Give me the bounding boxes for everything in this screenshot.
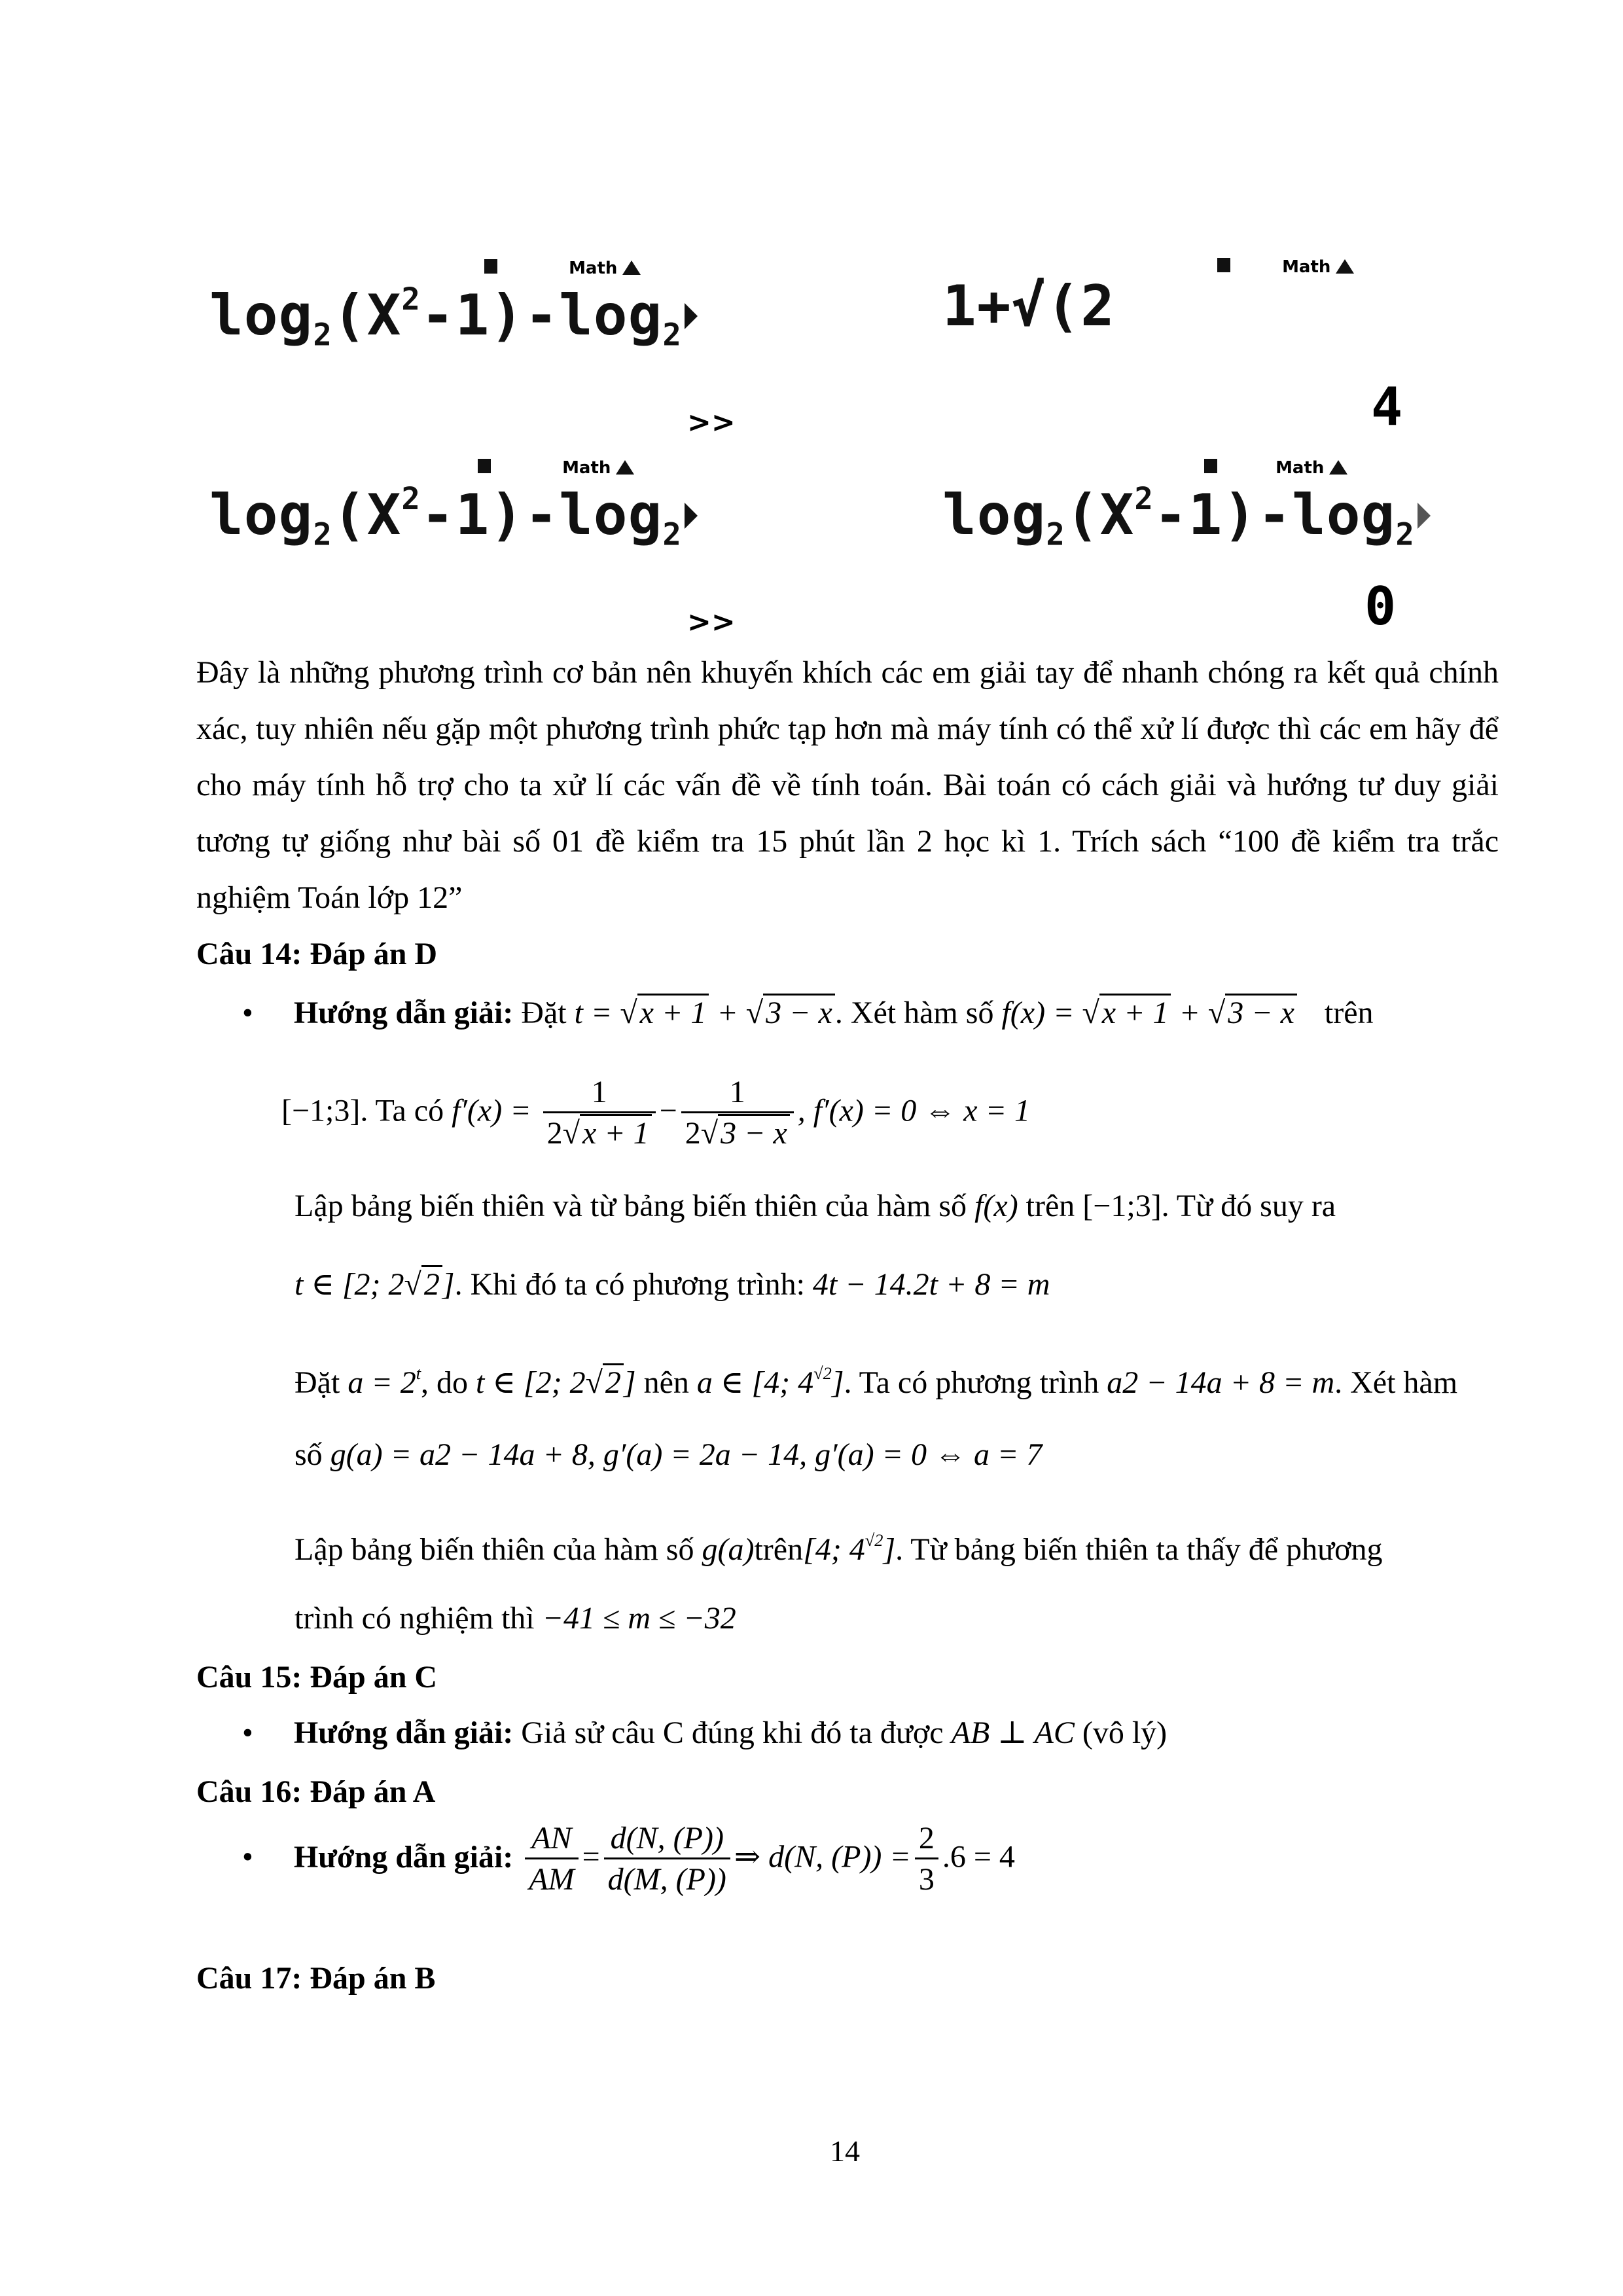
guide-label: Hướng dẫn giải: <box>293 1715 514 1750</box>
q17-heading: Câu 17: Đáp án B <box>196 1961 436 1996</box>
q14-line4 <box>294 1257 1050 1313</box>
shift-indicator-icon <box>1204 459 1217 473</box>
up-triangle-icon <box>616 460 634 475</box>
step-arrow-1: >> <box>687 406 736 439</box>
step-arrow-2: >> <box>687 605 736 639</box>
xet-ham-so: . Xét hàm số <box>834 996 994 1030</box>
ta-co: . Ta có <box>360 1093 444 1128</box>
scroll-right-icon <box>1418 503 1431 529</box>
shift-indicator-icon <box>1217 258 1230 272</box>
page-number: 14 <box>830 2134 860 2168</box>
q15-math: AB ⊥ AC <box>951 1715 1075 1750</box>
frac-an-am: $\frac{AN}{AM}$ <box>525 1820 578 1900</box>
table2-a: Lập bảng biến thiên của hàm số <box>294 1532 694 1568</box>
calc-result-4: 0 <box>1364 576 1397 637</box>
do-word: , do <box>421 1365 469 1401</box>
frac-distances: $\frac{d(N, (P))}{d(M, (P))}$ <box>604 1820 730 1900</box>
q14-line3 <box>294 1178 1499 1234</box>
xet-ham: . Xét hàm <box>1334 1365 1458 1401</box>
f-definition: f(x) = √x + 1 + √3 − x <box>1001 994 1296 1030</box>
conclusion-b: −41 ≤ m ≤ −32 <box>542 1601 736 1636</box>
math-indicator: Math <box>1275 458 1325 478</box>
q15-tail: (vô lý) <box>1082 1715 1168 1750</box>
frac-1: $\frac{1}{2√x + 1}$ <box>543 1073 656 1154</box>
q14-line7: Lập bảng biến thiên của hàm số g(a)trên[4; $4^{√2}$]. Từ bảng biến thiên ta thấy để phương <box>294 1530 1383 1568</box>
q15-line1 <box>242 1705 1167 1761</box>
calc-indicator-2 <box>1217 257 1354 277</box>
tu-do: . Từ đó suy ra <box>1161 1189 1336 1223</box>
tren-word: trên <box>1324 996 1374 1030</box>
tren-word: trên <box>1026 1189 1075 1223</box>
q14-line8 <box>294 1590 736 1647</box>
t-definition: t = √x + 1 + √3 − x <box>575 994 835 1030</box>
interval: [−1;3] <box>281 1093 361 1128</box>
q15-text: Giả sử câu C đúng khi đó ta được <box>521 1715 944 1750</box>
calc-screen-2: 1+√(2 <box>942 274 1115 339</box>
shift-indicator-icon <box>478 459 491 473</box>
calc-indicator-3 <box>478 458 634 478</box>
math-indicator: Math <box>562 458 611 478</box>
q14-line5: Đặt $a = 2^t$, do t ∈ [2; 2√2] nên a ∈ [4; $4^{√2}$]. Ta có phương trình a2 − 14a + 8 = m. Xét hàm <box>294 1363 1458 1401</box>
nen-word: nên <box>643 1365 689 1401</box>
dat-word: Đặt <box>294 1365 340 1401</box>
guide-label: Hướng dẫn giải: <box>293 996 514 1030</box>
table2-c: . Từ bảng biến thiên ta thấy để phương <box>895 1532 1383 1568</box>
deriv-root: x = 1 <box>963 1093 1030 1128</box>
q14-line6 <box>294 1427 1042 1483</box>
so-word: số <box>294 1437 323 1472</box>
t-range: t ∈ [2; 2√2] <box>294 1265 455 1302</box>
exp-equation: 4t − 14.2t + 8 = m <box>812 1267 1050 1302</box>
fprime-lhs: f′(x) = <box>452 1093 531 1128</box>
math-indicator: Math <box>1282 257 1331 277</box>
calc-indicator-4 <box>1204 458 1347 478</box>
up-triangle-icon <box>1336 259 1354 274</box>
calc-screen-3: $\log_2(X^2-1)-\log_2$ <box>209 481 698 552</box>
interval: [−1;3] <box>1082 1189 1162 1223</box>
frac-2-3: $\frac{2}{3}$ <box>915 1820 938 1900</box>
table-text: Lập bảng biến thiên và từ bảng biến thiên của hàm số <box>294 1189 967 1223</box>
scroll-right-icon <box>685 503 698 529</box>
intro-paragraph: Đây là những phương trình cơ bản nên khuyến khích các em giải tay để nhanh chóng ra kết quả chính xác, tuy nhiên nếu gặp một phương trình phức tạp hơn mà máy tính có thể xử lí được thì các em hãy để cho máy tính hỗ trợ cho ta xử lí các vấn đề về tính toán. Bài toán có cách giải và hướng tư duy giải tương tự giống như bài số 01 đề kiểm tra 15 phút lần 2 học kì 1. Trích sách “100 đề kiểm tra trắc nghiệm Toán lớp 12” <box>196 655 1499 915</box>
ta-co-pt: . Ta có phương trình <box>844 1365 1099 1401</box>
q14-line1 <box>242 985 1499 1041</box>
f-of-x: f(x) <box>974 1189 1018 1223</box>
dat-word: Đặt <box>521 996 567 1030</box>
math-indicator: Math <box>569 259 618 278</box>
q15-heading: Câu 15: Đáp án C <box>196 1660 438 1695</box>
calc-screen-1: $\log_2(X^2-1)-\log_2$ <box>209 281 698 353</box>
g-function: g(a) = a2 − 14a + 8, g′(a) = 2a − 14, g′(a) = 0 ⇔ a = 7 <box>330 1437 1043 1472</box>
q16-tail: .6 = 4 <box>942 1839 1015 1874</box>
t-range-tail: . Khi đó ta có phương trình: <box>454 1267 805 1302</box>
bullet-icon: • <box>242 1839 253 1874</box>
guide-label: Hướng dẫn giải: <box>293 1839 514 1874</box>
table2-b: trên <box>754 1532 804 1568</box>
bullet-icon: • <box>242 1715 253 1750</box>
q14-line2: [−1;3]. Ta có f′(x) = $\frac{1}{2√x + 1}$ − $\frac{1}{2√3 - x}$ , f′(x) = 0 ⇔ x = 1 <box>281 1073 1030 1154</box>
frac-2: $\frac{1}{2√3 - x}$ <box>681 1073 794 1154</box>
scroll-right-icon <box>685 303 698 329</box>
q14-heading: Câu 14: Đáp án D <box>196 937 438 971</box>
calc-screen-4: $\log_2(X^2-1)-\log_2$ <box>942 481 1431 552</box>
calc-indicator-1 <box>484 259 641 278</box>
bullet-icon: • <box>242 996 253 1030</box>
up-triangle-icon <box>1329 460 1347 475</box>
up-triangle-icon <box>622 260 641 275</box>
q16-heading: Câu 16: Đáp án A <box>196 1774 436 1809</box>
conclusion-a: trình có nghiệm thì <box>294 1601 535 1636</box>
shift-indicator-icon <box>484 259 497 274</box>
quad-eq: a2 − 14a + 8 = m <box>1107 1365 1335 1401</box>
calc-result-2: 4 <box>1371 376 1403 437</box>
q16-line1: • Hướng dẫn giải: $\frac{AN}{AM}$ = $\frac{d(N, (P))}{d(M, (P))}$ ⇒ d(N, (P)) = $\frac{2}{3}$ .6 = 4 <box>242 1820 1015 1900</box>
